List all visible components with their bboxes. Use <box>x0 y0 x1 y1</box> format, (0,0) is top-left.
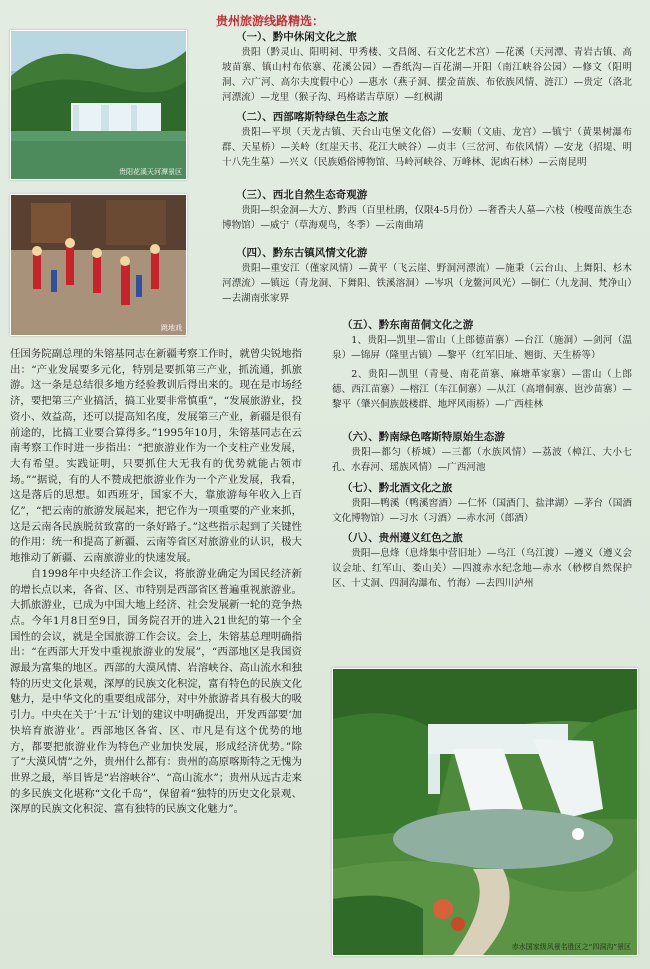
route-title: （六）、黔南绿色喀斯特原始生态游 <box>342 431 505 443</box>
route-body: 贵阳—织金洞—大方、黔西（百里杜鹃，仅限4-5月份）—奢香夫人墓—六枝（梭嘎苗族生态博物馆）—威宁（草海观鸟，冬季）—云南曲靖 <box>222 205 632 231</box>
page-heading: 贵州旅游线路精选： <box>216 14 325 28</box>
route-title: （七）、黔北酒文化之旅 <box>342 482 453 494</box>
sidonggou-illustration <box>333 669 637 955</box>
route-title: （三）、西北自然生态奇观游 <box>236 189 368 201</box>
route-body: 贵阳—平坝（天龙古镇、天台山屯堡文化俗）—安顺（文庙、龙宫）—镇宁（黄果树瀑布群、天星桥）—关岭（红崖天书、花江大峡谷）—贞丰（三岔河、布依风情）—安龙（招堤、明十八先生墓）—兴义（民族婚俗博物馆、马岭河峡谷、万峰林、泥凼石林）—云南昆明 <box>222 127 632 168</box>
sidonggou-photo <box>332 668 638 956</box>
dance-illustration <box>11 195 186 335</box>
essay-paragraph-1: 任国务院副总理的朱镕基同志在新疆考察工作时，就曾尖锐地指出：“产业发展要多元化，特别是要抓第三产业，抓流通，抓旅游。这一条是总结很多地方经验教训后得出来的。现在是市场经济，要把第三产业搞活，搞工业要非常慎重”，“发展旅游业，投资小、效益高，还可以提高知名度，发展第三产业，新疆是很有前途的，比搞工业要合算得多。”1995年10月，朱镕基同志在云南考察工作时进一步指出：“把旅游业作为一个支柱产业发展，大有希望。实践证明，只要抓住大无我有的优势就能占领市场。”“据说，有的人不赞成把旅游业作为一个产业发展，我看，这是落后的思想。如西班牙，国家不大，靠旅游每年收入上百亿”，“把云南的旅游发展起来，把它作为一项重要的产业来抓，这是云南各民族脱贫致富的一条好路子。”这些指示起到了关键性的作用：统一和提高了新疆、云南等省区对旅游业的认识，极大地推动了新疆、云南旅游业的快速发展。 <box>10 348 302 565</box>
essay-column <box>10 347 302 818</box>
sidonggou-caption: 赤水国家级风景名胜区之“四洞沟”景区 <box>511 943 631 951</box>
route-title: （二）、西部喀斯特绿色生态之旅 <box>236 111 389 123</box>
waterfall-photo <box>10 30 187 180</box>
route-body: 贵阳—鸭溪（鸭溪窖酒）—仁怀（国酒门、盐津湖）—茅台（国酒文化博物馆）—习水（习酒）—赤水河（郎酒） <box>332 498 632 524</box>
route-4 <box>222 246 632 306</box>
route-body: 贵阳—都匀（桥城）—三都（水族风情）—荔波（樟江、大小七孔、水春河、瑶族风情）—广西河池 <box>332 447 632 473</box>
dance-photo <box>10 194 187 336</box>
route-6 <box>332 430 632 475</box>
route-body-2: 2、贵阳—凯里（青曼、南花苗寨、麻塘革家寨）—雷山（上郎德、西江苗寨）—榕江（车江侗寨）—从江（高增侗寨、岜沙苗寨）—黎平（肇兴侗族鼓楼群、地坪风雨桥）—广西桂林 <box>332 369 632 410</box>
route-body: 贵阳（黔灵山、阳明祠、甲秀楼、文昌阁、石文化艺术宫）—花溪（天河潭、青岩古镇、高坡苗寨、镇山村布依寨、花溪公园）—香纸沟—百花湖—开阳（南江峡谷公园）—修文（阳明洞、六广河、高尔夫度假中心）—惠水（燕子洞、摆金苗族、布依族风情、涟江）—贵定（洛北河漂流）—龙里（猴子沟、玛格诺吉草原）—红枫湖 <box>222 47 632 103</box>
route-body: 贵阳—息烽（息烽集中营旧址）—乌江（乌江渡）—遵义（遵义会议会址、红军山、娄山关）—四渡赤水纪念地—赤水（桫椤自然保护区、十丈洞、四洞沟瀑布、竹海）—去四川泸州 <box>332 548 632 589</box>
waterfall-caption: 贵阳花溪天河潭景区 <box>119 168 182 176</box>
route-body: 1、贵阳—凯里—雷山（上郎德苗寨）—台江（施洞）—剑河（温泉）—锦屏（隆里古镇）—黎平（红军旧址、翘街、天生桥等） <box>332 335 632 361</box>
route-title: （八）、贵州遵义红色之旅 <box>342 532 463 544</box>
route-8 <box>332 531 632 591</box>
route-title: （一）、黔中休闲文化之旅 <box>236 31 357 43</box>
route-3 <box>222 188 632 233</box>
route-title: （四）、黔东古镇风情文化游 <box>236 247 368 259</box>
waterfall-illustration <box>11 31 186 179</box>
dance-caption: 跳地戏 <box>161 324 182 332</box>
route-1 <box>222 30 632 105</box>
route-title: （五）、黔东南苗侗文化之游 <box>342 319 474 331</box>
essay-paragraph-2: 自1998年中央经济工作会议，将旅游业确定为国民经济新的增长点以来，各省、区、市特别是西部省区普遍重视旅游业。大抓旅游业，已成为中国大地上经济、社会发展新一轮的竞争热点。今年1月8日至9日，国务院召开的进入21世纪的第一个全国性的会议，就是全国旅游工作会议。会上，朱镕基总理明确指出：“在西部大开发中重视旅游业的发展”，“西部地区是我国资源最为富集的地区。西部的大漠风情、岩溶峡谷、高山流水和独特的历史文化景观，深厚的民族文化积淀，富有特色的民族文化魅力，是中华文化的重要组成部分，对中外旅游者具有极大的吸引力。中央在关于‘十五’计划的建议中明确提出，开发西部要‘加快培育旅游业’。西部地区各省、区、市凡是有这个优势的地方，都要把旅游业作为特色产业加快发展，形成经济优势。”除了“大漠风情”之外，贵州什么都有：贵州的高原喀斯特之无愧为世界之最，举目皆是“岩溶峡谷”、“高山流水”；贵州从远古走来的多民族文化堪称“文化千岛”，保留着“独特的历史文化景观、深厚的民族文化积淀、富有独特的民族文化魅力”。 <box>10 567 302 816</box>
route-body: 贵阳—重安江（僅家风情）—黄平（飞云崖、野洞河漂流）—施秉（云台山、上舞阳、杉木河漂流）—镇远（青龙洞、下舞阳、铁溪溶洞）—岑巩（龙鳌河风光）—铜仁（九龙洞、梵净山）—去湖南张家界 <box>222 263 632 304</box>
route-7 <box>332 481 632 526</box>
route-2 <box>222 110 632 170</box>
route-5 <box>332 318 632 412</box>
